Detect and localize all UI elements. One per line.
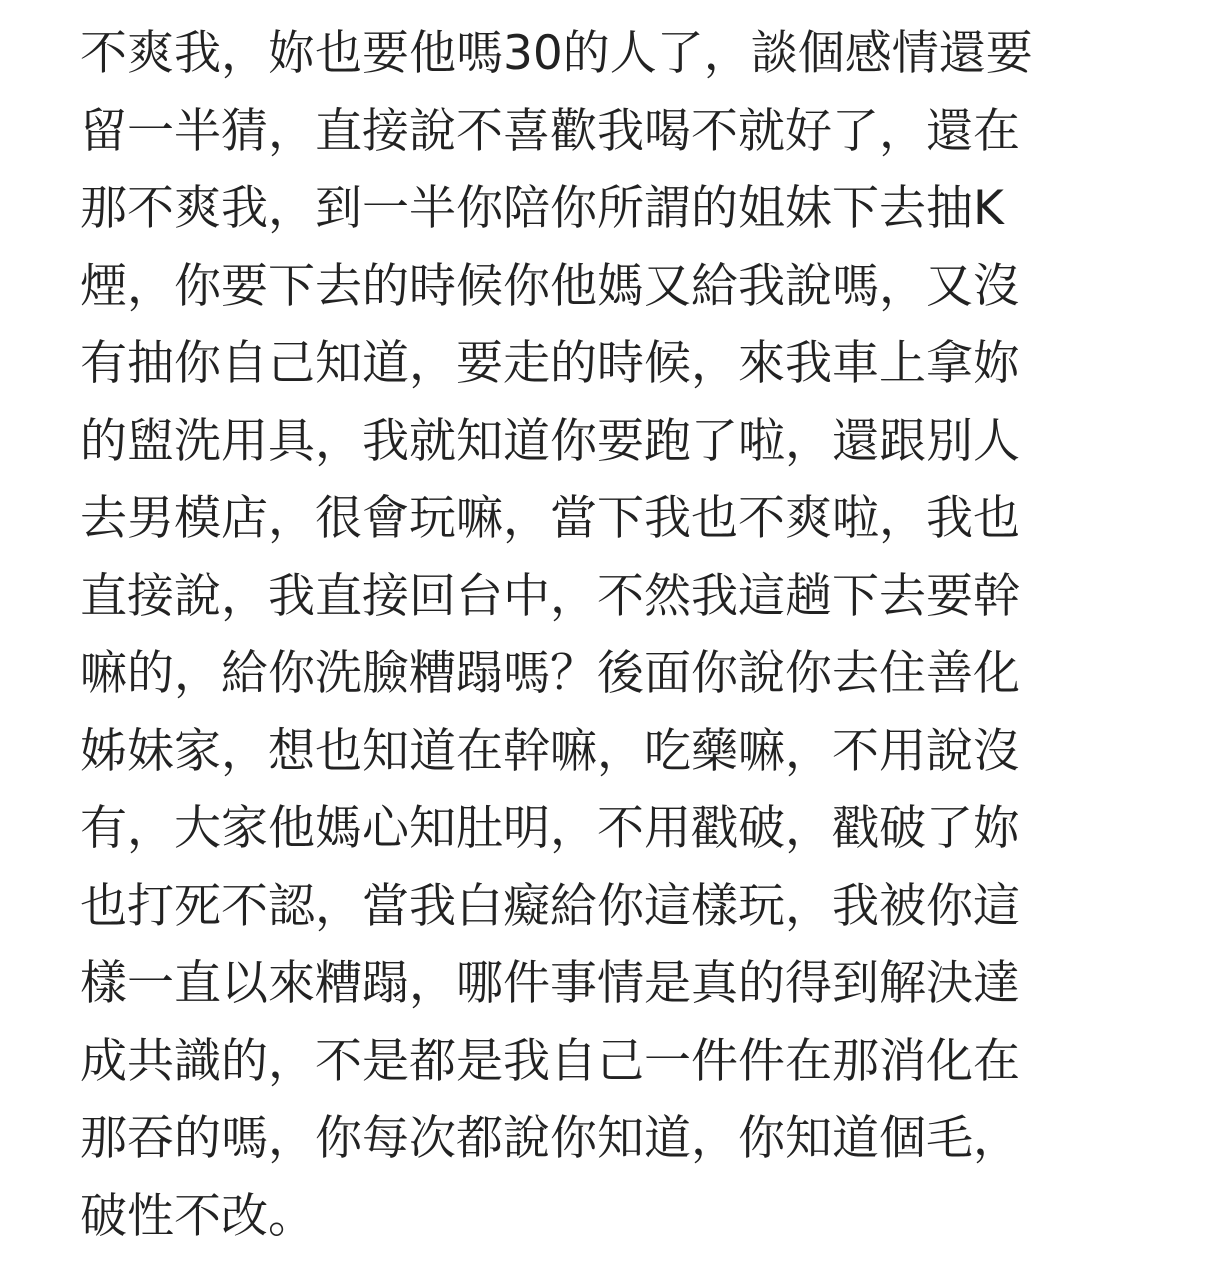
text-line: 煙，你要下去的時候你他媽又給我說嗎，又沒 [80, 258, 1020, 314]
text-line: 留一半猜，直接說不喜歡我喝不就好了，還在 [80, 103, 1020, 159]
text-line: 也打死不認，當我白癡給你這樣玩，我被你這 [80, 878, 1020, 934]
message-text-block [80, 15, 1150, 1255]
text-line: 成共識的，不是都是我自己一件件在那消化在 [80, 1033, 1020, 1089]
text-line: 有，大家他媽心知肚明，不用戳破，戳破了妳 [80, 801, 1020, 856]
text-line: 去男模店，很會玩嘛，當下我也不爽啦，我也 [80, 491, 1020, 546]
text-line: 破性不改。 [80, 1188, 315, 1244]
text-line: 樣一直以來糟蹋，哪件事情是真的得到解決達 [80, 956, 1020, 1011]
text-line: 嘛的，給你洗臉糟蹋嗎？後面你說你去住善化 [80, 646, 1020, 701]
text-line: 不爽我，妳也要他嗎30的人了，談個感情還要 [80, 26, 1033, 81]
text-line: 那不爽我，到一半你陪你所謂的姐妹下去抽K [80, 181, 1004, 236]
text-line: 有抽你自己知道，要走的時候，來我車上拿妳 [80, 336, 1020, 391]
text-line: 姊妹家，想也知道在幹嘛，吃藥嘛，不用說沒 [80, 723, 1020, 779]
text-line: 的盥洗用具，我就知道你要跑了啦，還跟別人 [80, 413, 1020, 469]
text-line: 直接說，我直接回台中，不然我這趟下去要幹 [80, 568, 1020, 624]
text-line: 那吞的嗎，你每次都說你知道，你知道個毛， [80, 1111, 1020, 1166]
